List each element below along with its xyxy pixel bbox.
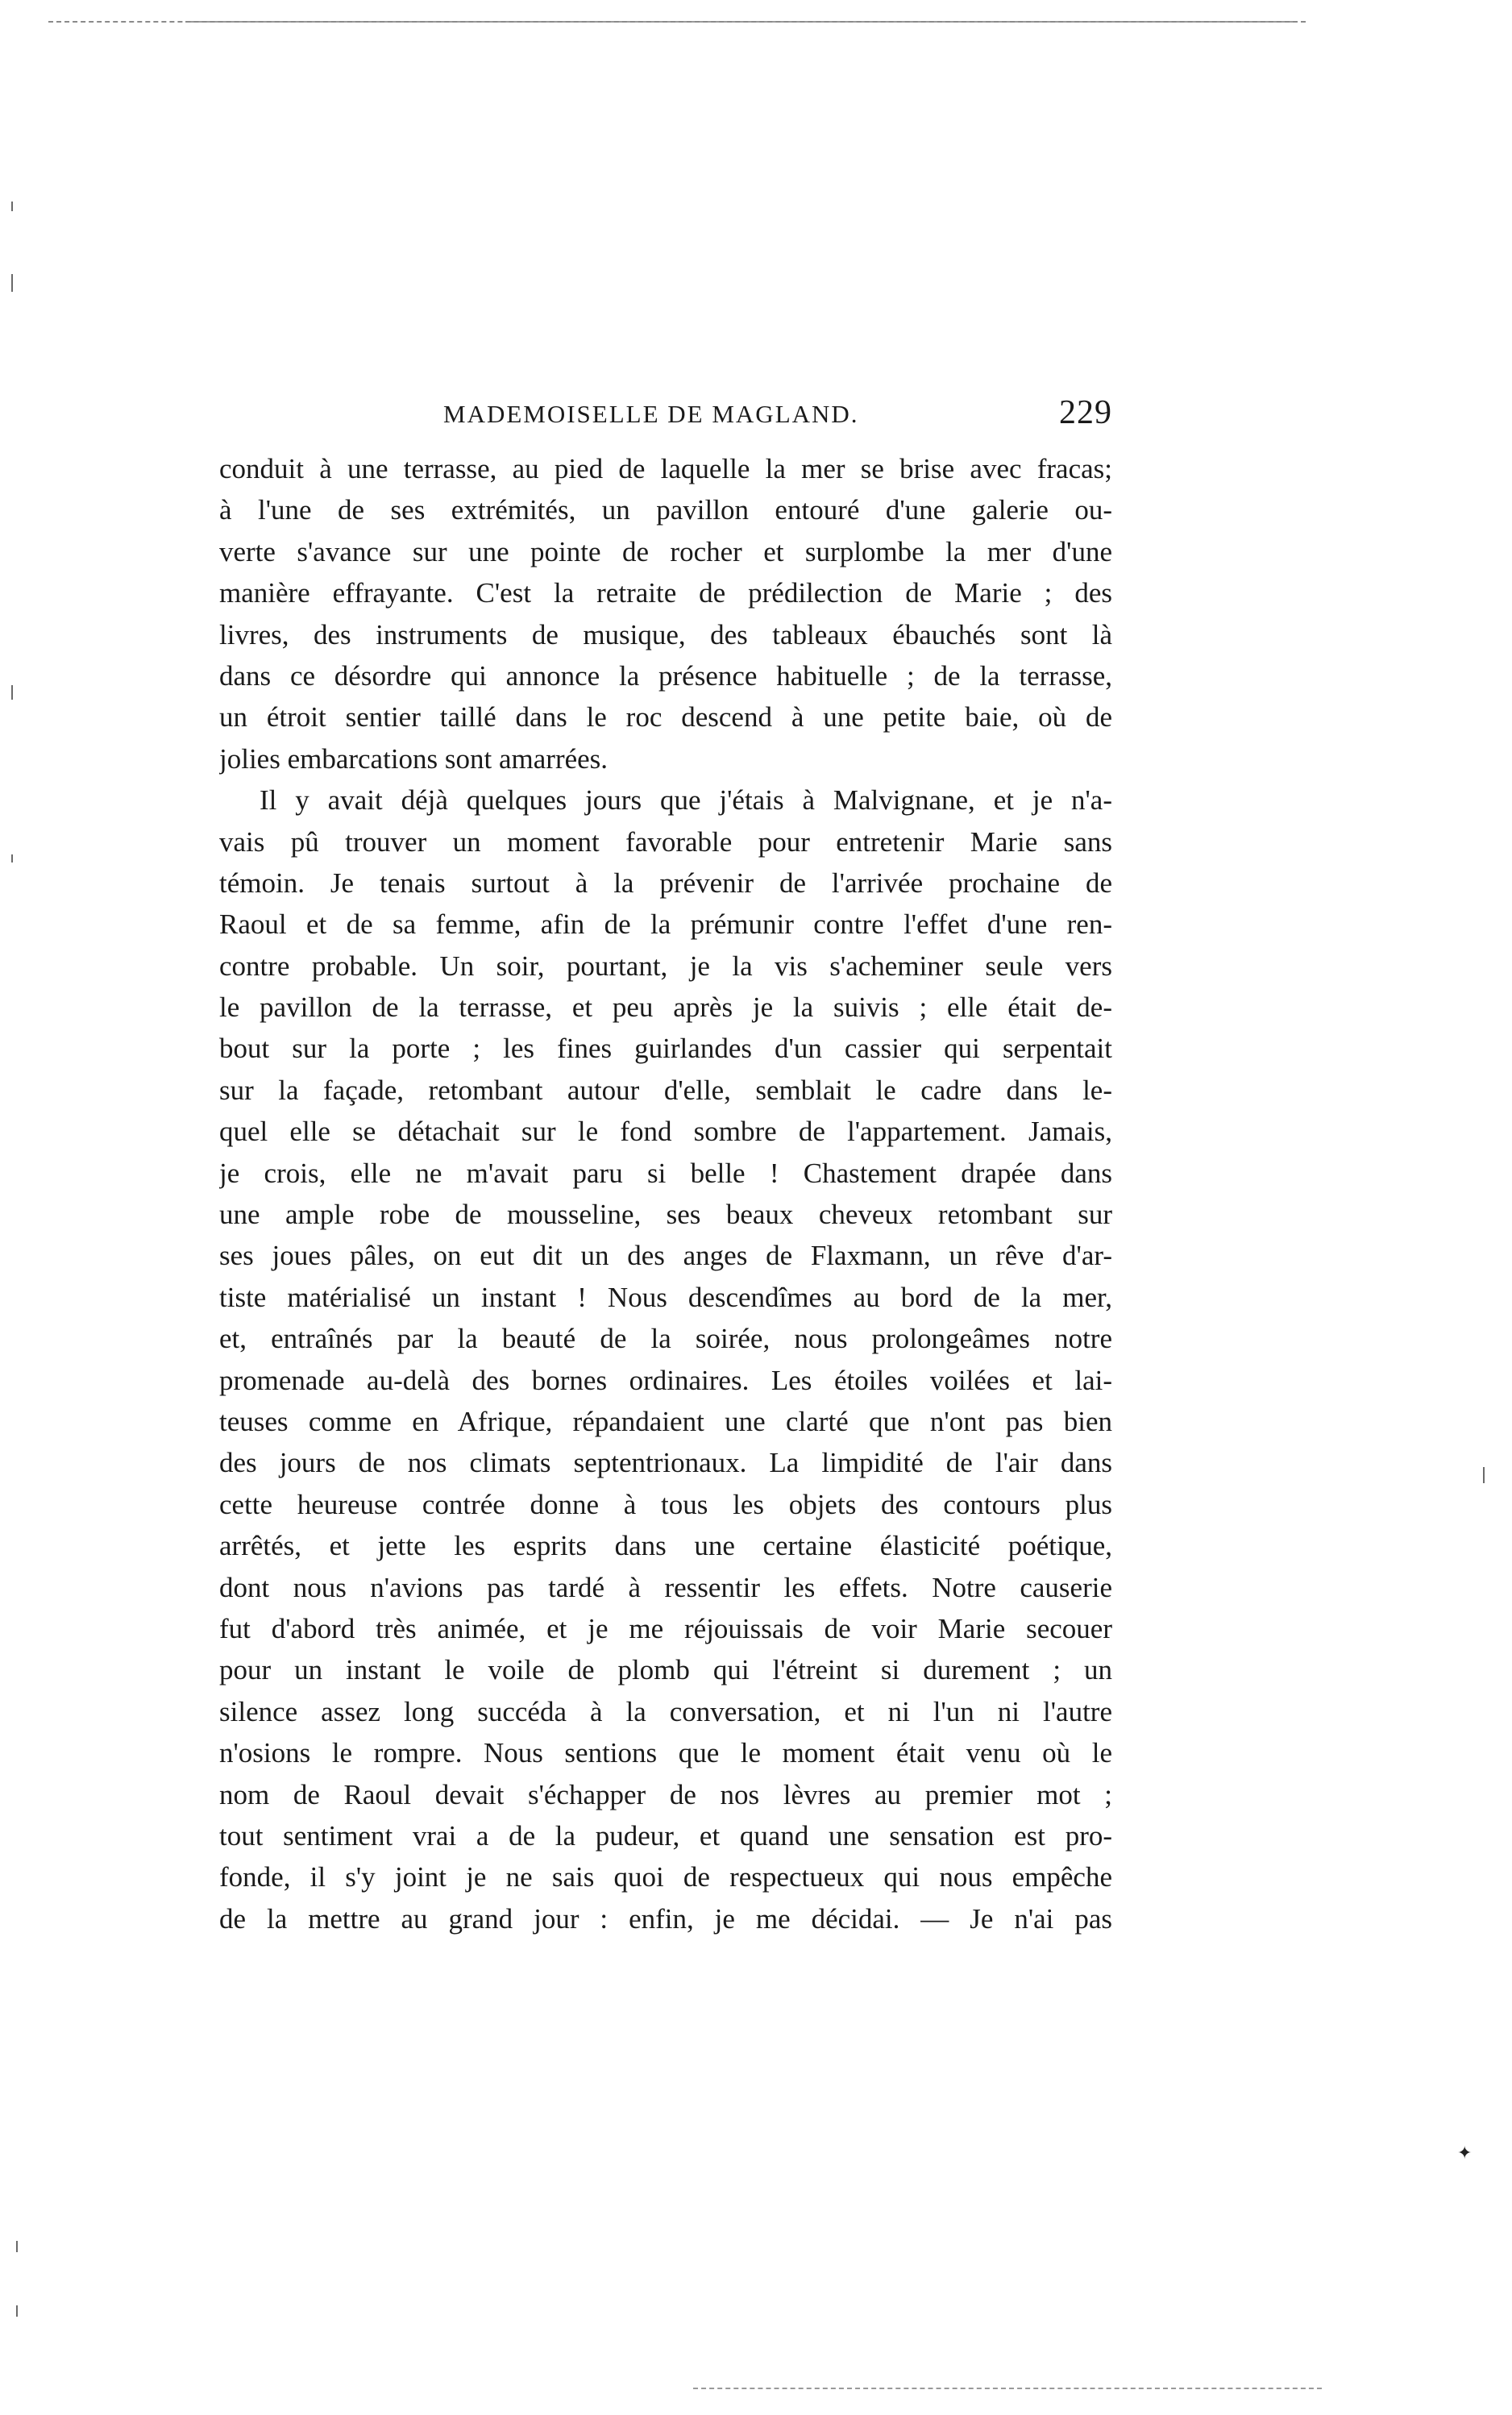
text-line: Raoul et de sa femme, afin de la prémunir contre l'effet d'une ren- bbox=[219, 908, 1112, 941]
text-line: jolies embarcations sont amarrées. bbox=[219, 742, 609, 775]
text-line: tiste matérialisé un instant ! Nous descendîmes au bord de la mer, bbox=[219, 1281, 1112, 1313]
text-line: je crois, elle ne m'avait paru si belle ! Chastement drapée dans bbox=[219, 1157, 1112, 1189]
text-line: dont nous n'avions pas tardé à ressentir les effets. Notre causerie bbox=[219, 1571, 1112, 1603]
body-text bbox=[219, 448, 1112, 1939]
margin-mark bbox=[11, 854, 13, 862]
margin-mark bbox=[1483, 1467, 1485, 1483]
text-line: manière effrayante. C'est la retraite de prédilection de Marie ; des bbox=[219, 577, 1112, 609]
top-scan-rule-dashed bbox=[48, 21, 1306, 23]
text-line: des jours de nos climats septentrionaux. La limpidité de l'air dans bbox=[219, 1447, 1112, 1479]
text-line: à l'une de ses extrémités, un pavillon entouré d'une galerie ou- bbox=[219, 494, 1112, 526]
paragraph bbox=[219, 448, 1112, 779]
text-line: vais pû trouver un moment favorable pour entretenir Marie sans bbox=[219, 825, 1112, 858]
text-line: teuses comme en Afrique, répandaient une clarté que n'ont pas bien bbox=[219, 1405, 1112, 1437]
margin-mark bbox=[16, 2241, 18, 2252]
text-line: témoin. Je tenais surtout à la prévenir de l'arrivée prochaine de bbox=[219, 867, 1112, 899]
text-line: ses joues pâles, on eut dit un des anges de Flaxmann, un rêve d'ar- bbox=[219, 1240, 1112, 1272]
paragraph bbox=[219, 779, 1112, 1939]
running-title: MADEMOISELLE DE MAGLAND. bbox=[443, 400, 859, 428]
margin-mark bbox=[16, 2305, 18, 2317]
text-line: pour un instant le voile de plomb qui l'étreint si durement ; un bbox=[219, 1654, 1112, 1686]
text-line: Il y avait déjà quelques jours que j'étais à Malvignane, et je n'a- bbox=[260, 784, 1112, 817]
text-line: contre probable. Un soir, pourtant, je la vis s'acheminer seule vers bbox=[219, 950, 1112, 982]
ornament-mark: ✦ bbox=[1457, 2143, 1473, 2163]
text-line: le pavillon de la terrasse, et peu après je la suivis ; elle était de- bbox=[219, 991, 1112, 1024]
text-line: sur la façade, retombant autour d'elle, semblait le cadre dans le- bbox=[219, 1074, 1112, 1106]
text-line: une ample robe de mousseline, ses beaux cheveux retombant sur bbox=[219, 1199, 1112, 1231]
text-line: promenade au-delà des bornes ordinaires. Les étoiles voilées et lai- bbox=[219, 1364, 1112, 1396]
text-line: silence assez long succéda à la conversation, et ni l'un ni l'autre bbox=[219, 1695, 1112, 1727]
page-number: 229 bbox=[1059, 394, 1112, 431]
text-line: verte s'avance sur une pointe de rocher et surplombe la mer d'une bbox=[219, 535, 1112, 567]
text-line: n'osions le rompre. Nous sentions que le moment était venu où le bbox=[219, 1737, 1112, 1769]
bottom-scan-rule bbox=[693, 2388, 1322, 2389]
text-line: de la mettre au grand jour : enfin, je me décidai. — Je n'ai pas bbox=[219, 1902, 1112, 1935]
text-line: fonde, il s'y joint je ne sais quoi de respectueux qui nous empêche bbox=[219, 1861, 1112, 1893]
page-header bbox=[218, 393, 1112, 442]
margin-mark bbox=[11, 685, 13, 700]
text-line: cette heureuse contrée donne à tous les objets des contours plus bbox=[219, 1488, 1112, 1520]
margin-mark bbox=[11, 202, 13, 211]
text-line: un étroit sentier taillé dans le roc descend à une petite baie, où de bbox=[219, 701, 1112, 734]
text-line: et, entraînés par la beauté de la soirée, nous prolongeâmes notre bbox=[219, 1323, 1112, 1355]
text-line: nom de Raoul devait s'échapper de nos lèvres au premier mot ; bbox=[219, 1778, 1112, 1810]
text-line: livres, des instruments de musique, des tableaux ébauchés sont là bbox=[219, 618, 1112, 651]
text-line: tout sentiment vrai a de la pudeur, et quand une sensation est pro- bbox=[219, 1819, 1112, 1852]
margin-mark bbox=[11, 274, 13, 292]
text-line: dans ce désordre qui annonce la présence habituelle ; de la terrasse, bbox=[219, 659, 1112, 692]
text-line: conduit à une terrasse, au pied de laquelle la mer se brise avec fracas; bbox=[219, 453, 1112, 484]
text-line: quel elle se détachait sur le fond sombre de l'appartement. Jamais, bbox=[219, 1116, 1112, 1148]
text-line: arrêtés, et jette les esprits dans une certaine élasticité poétique, bbox=[219, 1530, 1112, 1562]
text-line: bout sur la porte ; les fines guirlandes d'un cassier qui serpentait bbox=[219, 1033, 1112, 1065]
text-line: fut d'abord très animée, et je me réjouissais de voir Marie secouer bbox=[219, 1612, 1112, 1644]
